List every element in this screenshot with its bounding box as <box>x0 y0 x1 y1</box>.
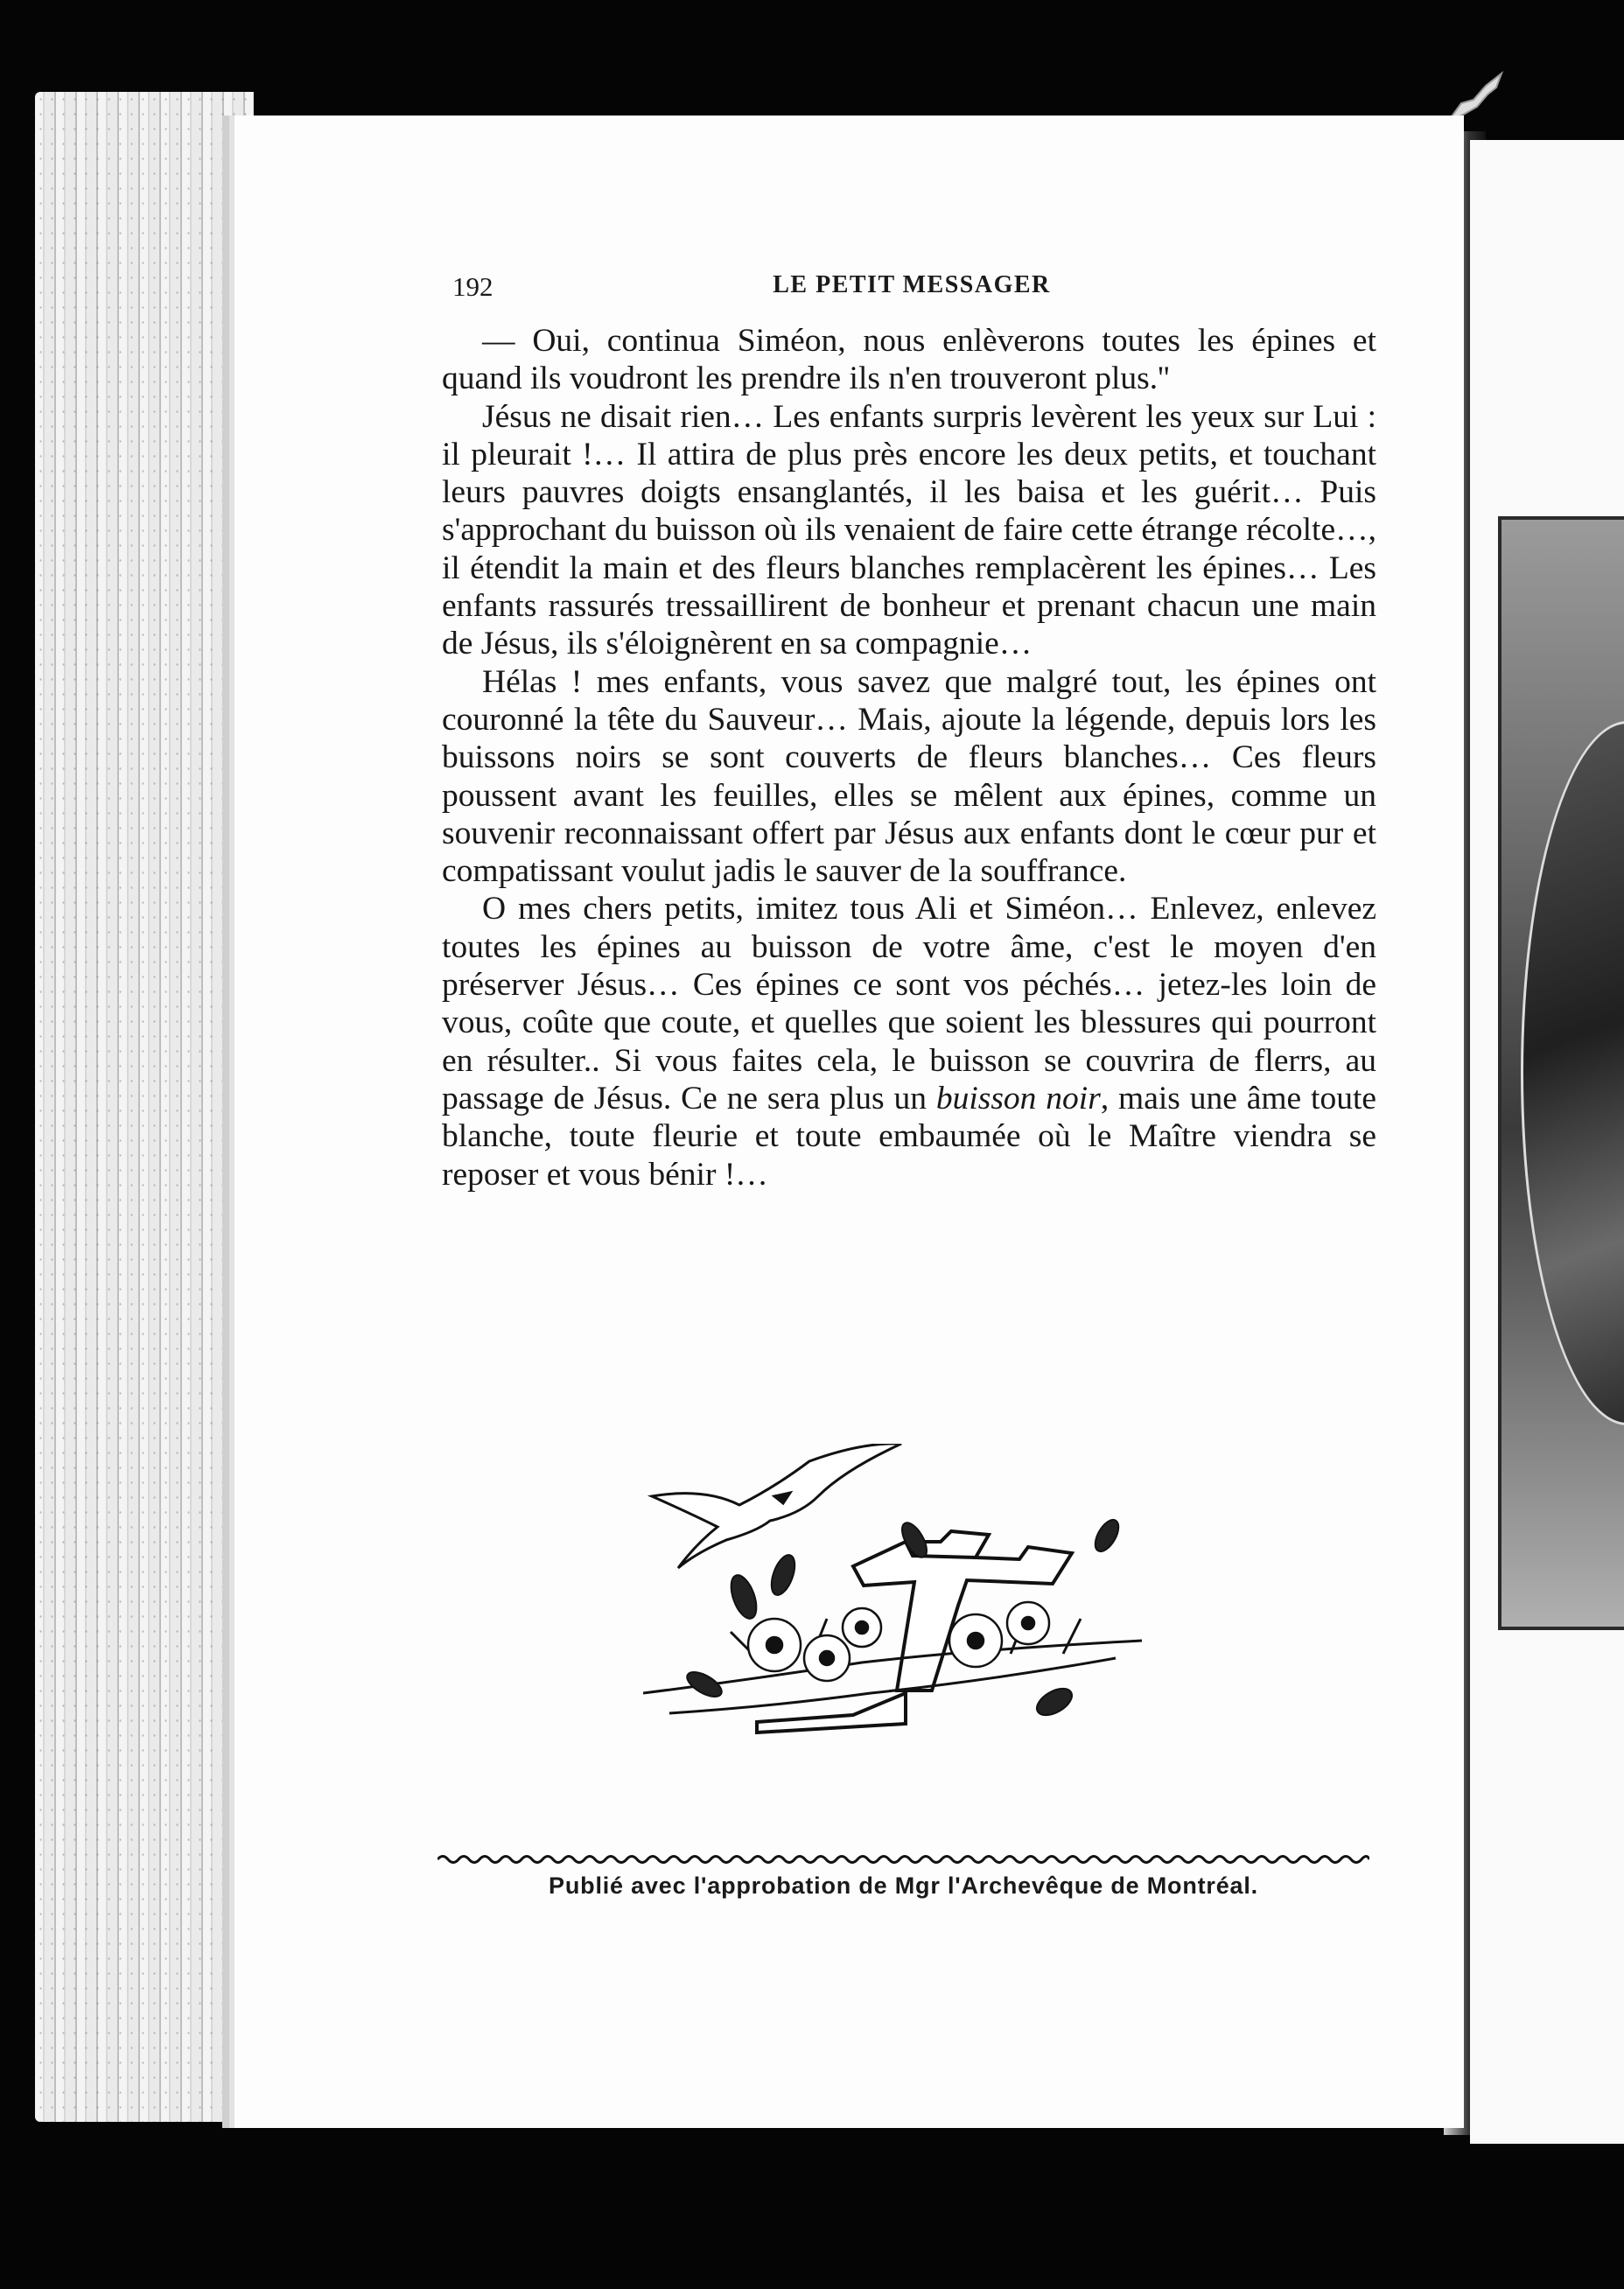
paragraph: — Oui, continua Siméon, nous enlèverons toutes les épines et quand ils voudront les prendre ils n'en trouveront plus.'' <box>442 323 1376 397</box>
paragraph-text: O mes chers petits, imitez tous Ali et Siméon… Enlevez, enlevez toutes les épines au buisson de votre âme, c'est le moyen d'en préserver Jésus… Ces épines ce sont vos péchés… jetez-les loin de vous, coûte que coute, et quelles que soient les blessures qui pourront en résulter.. Si vous faites cela, le buisson se couvrira de flerrs, au passage de Jésus. Ce ne sera plus un <box>442 891 1376 1116</box>
italic-phrase: buisson noir <box>935 1080 1101 1116</box>
paragraph-text: , mais une âme toute blanche, toute fleurie et toute embaumée où le Maître viendra se reposer et vous bénir !… <box>442 1080 1377 1193</box>
dove-cross-vignette <box>643 1444 1168 1768</box>
approval-note: Publié avec l'approbation de Mgr l'Archevêque de Montréal. <box>549 1872 1258 1899</box>
wavy-rule <box>438 1851 1369 1868</box>
paragraph: Jésus ne disait rien… Les enfants surpris levèrent les yeux sur Lui : il pleurait !… Il attira de plus près encore les deux petits, et touchant leurs pauvres doigts ensanglantés, il les baisa et les guérit… Puis s'approchant du buisson où ils venaient de faire cette étrange récolte…, il étendit la main et des fleurs blanches remplacèrent les épines… Les enfants rassurés tressaillirent de bonheur et prenant chacun une main de Jésus, ils s'éloignèrent en sa compagnie… <box>442 398 1376 662</box>
dove-icon <box>652 1444 901 1568</box>
paragraph: Hélas ! mes enfants, vous savez que malgré tout, les épines ont couronné la tête du Sauveur… Mais, ajoute la légende, depuis lors les buissons noirs se sont couverts de fleurs blanches… Ces fleurs poussent avant les feuilles, elles se mêlent aux épines, comme un souvenir reconnaissant offert par Jésus aux enfants dont le cœur pur et compatissant voulut jadis le sauver de la souffrance. <box>442 663 1376 890</box>
page-header <box>452 271 1371 306</box>
facing-page-illustration <box>1498 516 1624 1630</box>
article-body <box>442 322 1376 1194</box>
running-title: LE PETIT MESSAGER <box>773 271 1051 298</box>
page-edges <box>35 92 254 2122</box>
page-number: 192 <box>452 271 494 302</box>
paragraph <box>442 890 1376 1193</box>
